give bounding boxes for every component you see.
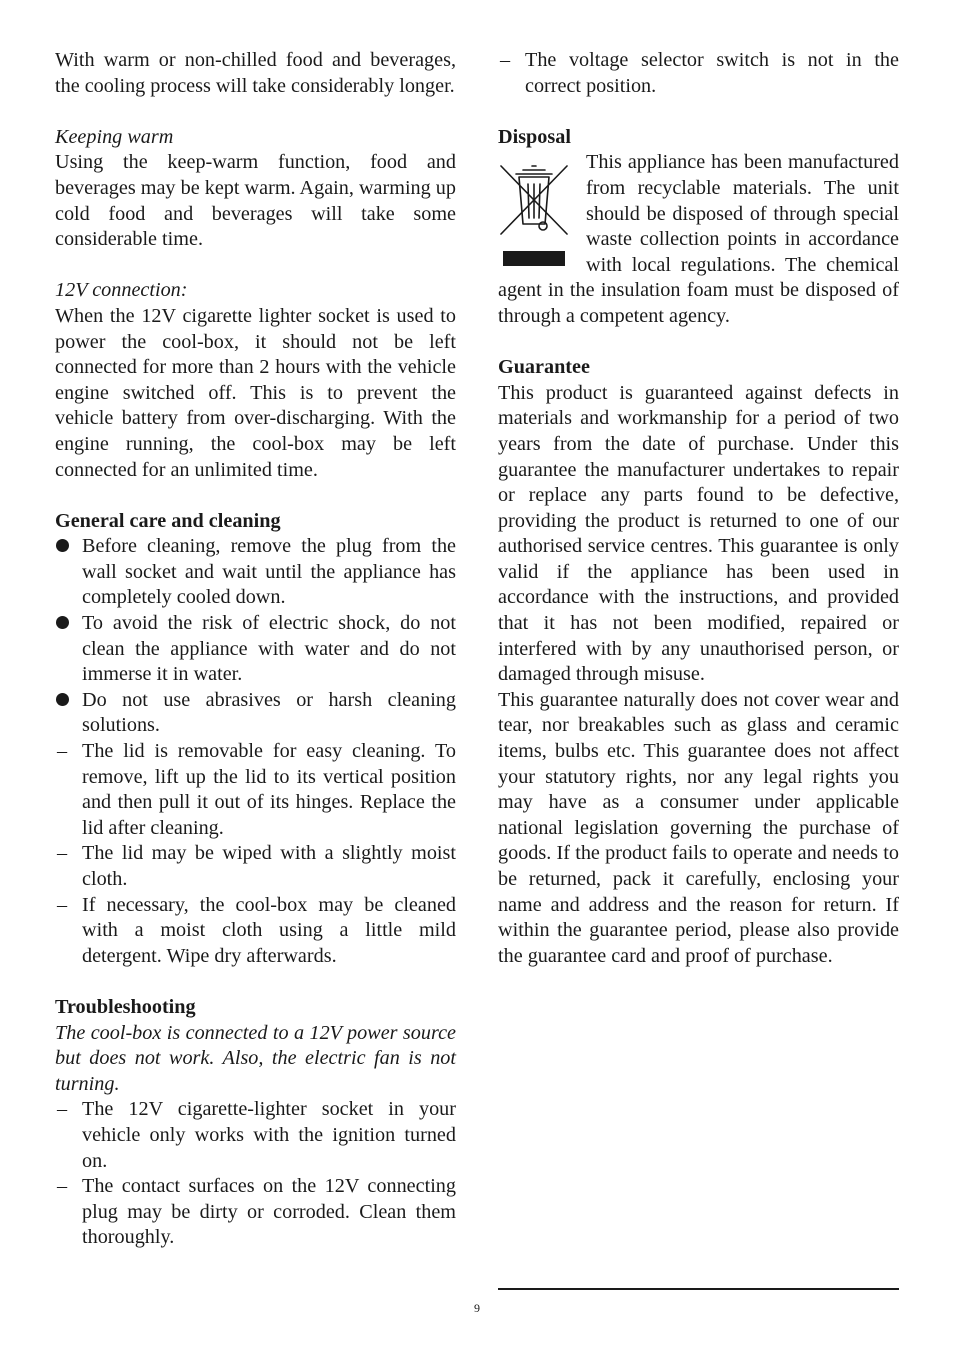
footer-divider <box>498 1288 899 1290</box>
dash-icon: – <box>57 1175 68 1198</box>
list-item: – The 12V cigarette-lighter socket in your vehicle only works with the ignition turned on. <box>57 1098 456 1172</box>
page-number: 9 <box>474 1301 480 1315</box>
list-item: – The contact surfaces on the 12V connecting plug may be dirty or corroded. Clean them thoroughly. <box>57 1175 456 1249</box>
guarantee-paragraph: This guarantee naturally does not cover wear and tear, nor breakables such as glass and ceramic items, bulbs etc. This guarantee does not affect your statutory rights, nor any legal rights you may have as a consumer under applicable national legislation governing the purchase of goods. If the product fails to operate and needs to be returned, pack it carefully, enclosing your name and address and the reason for return. If within the guarantee period, please also provide the guarantee card and proof of purchase. <box>498 688 899 967</box>
care-heading: General care and cleaning <box>55 509 281 532</box>
dash-icon: – <box>57 740 68 763</box>
bullet-icon <box>56 616 69 629</box>
list-item: – The lid is removable for easy cleaning. To remove, lift up the lid to its vertical position and then pull it out of its hinges. Replace the lid after cleaning. <box>57 740 456 839</box>
dash-icon: – <box>57 893 68 916</box>
dash-icon: – <box>57 1098 68 1121</box>
list-item: Before cleaning, remove the plug from the wall socket and wait until the appliance has completely cooled down. <box>55 534 456 611</box>
troubleshooting-problem: The cool-box is connected to a 12V power source but does not work. Also, the electric fan is not turning. <box>55 1021 456 1095</box>
troubleshooting-heading: Troubleshooting <box>55 995 196 1018</box>
connection-heading: 12V connection: <box>55 279 188 302</box>
list-item: – The lid may be wiped with a slightly moist cloth. <box>57 842 456 890</box>
dash-icon: – <box>57 842 68 865</box>
list-item: To avoid the risk of electric shock, do not clean the appliance with water and do not immerse it in water. <box>55 611 456 688</box>
dash-icon: – <box>500 49 511 71</box>
disposal-section <box>498 150 899 329</box>
right-column <box>498 48 899 969</box>
guarantee-heading: Guarantee <box>498 356 590 379</box>
crossed-out-wheelie-bin-icon <box>496 156 572 266</box>
bullet-icon <box>56 693 69 706</box>
disposal-heading: Disposal <box>498 125 571 148</box>
keeping-warm-paragraph: Using the keep-warm function, food and beverages may be kept warm. Again, warming up cold food and beverages will take some considerable time. <box>55 151 456 251</box>
list-item: – If necessary, the cool-box may be cleaned with a moist cloth using a little mild detergent. Wipe dry afterwards. <box>57 893 456 967</box>
list-item: Do not use abrasives or harsh cleaning solutions. <box>55 688 456 739</box>
connection-paragraph: When the 12V cigarette lighter socket is used to power the cool-box, it should not be left connected for more than 2 hours with the vehicle engine switched off. This is to prevent the vehicle battery from over-discharging. With the engine running, the cool-box may be left connected for an unlimited time. <box>55 304 456 481</box>
disposal-paragraph: This appliance has been manufactured from recyclable materials. The unit should be disposed of through special waste collection points in accordance with local regulations. The chemical agent in the insulation foam must be disposed of through a competent agency. <box>498 151 899 327</box>
keeping-warm-heading: Keeping warm <box>55 125 174 148</box>
left-column <box>55 48 456 1251</box>
guarantee-paragraph: This product is guaranteed against defects in materials and workmanship for a period of two years from the date of purchase. Under this guarantee the manufacturer undertakes to repair or replace any parts found to be defective, providing the product is returned to one of our authorised service centres. This guarantee is only valid if the appliance has been used in accordance with the instructions, and provided that it has not been modified, repaired or interfered with by any unauthorised person, or damaged through misuse. <box>498 381 899 686</box>
bullet-icon <box>56 539 69 552</box>
list-item: – The voltage selector switch is not in the correct position. <box>500 49 899 97</box>
intro-paragraph: With warm or non-chilled food and beverages, the cooling process will take considerably longer. <box>55 49 456 97</box>
